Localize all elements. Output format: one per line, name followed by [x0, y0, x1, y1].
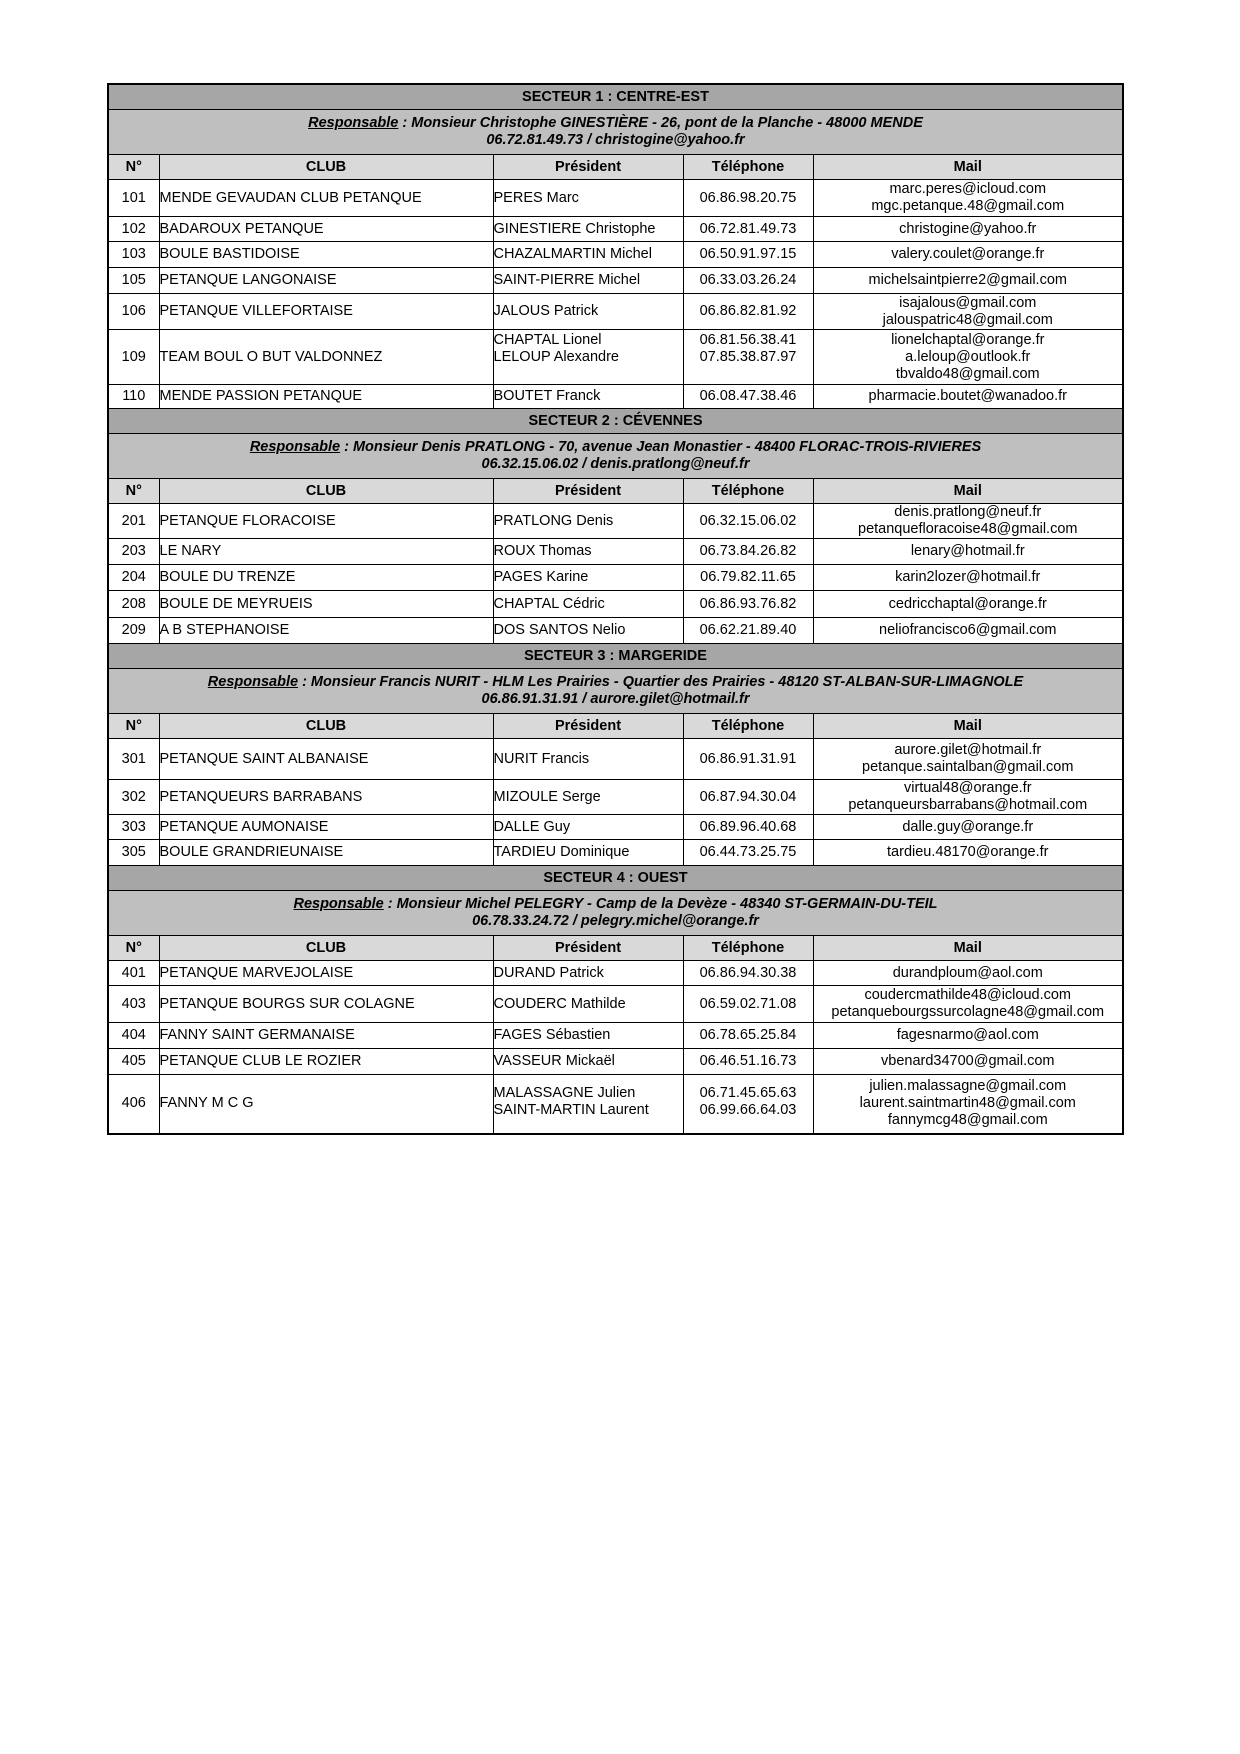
club-phone: 06.71.45.65.63: [699, 1085, 797, 1101]
sector-title-row: [108, 866, 1123, 891]
club-number: 401: [108, 961, 159, 986]
club-name: BOULE DE MEYRUEIS: [159, 591, 493, 618]
club-phone: 06.59.02.71.08: [699, 995, 797, 1012]
club-president: MIZOULE Serge: [493, 788, 601, 805]
club-name: A B STEPHANOISE: [159, 618, 493, 644]
club-president: GINESTIERE Christophe: [493, 220, 656, 237]
club-email-cell: [813, 1023, 1123, 1049]
club-name: BOULE DU TRENZE: [159, 565, 493, 591]
club-phone-cell: [683, 1023, 813, 1049]
club-phone: 06.46.51.16.73: [699, 1053, 797, 1069]
responsable-name-address: : Monsieur Christophe GINESTIÈRE - 26, pont de la Planche - 48000 MENDE: [398, 115, 923, 131]
club-name: PETANQUE BOURGS SUR COLAGNE: [159, 986, 493, 1023]
club-phone-cell: [683, 986, 813, 1023]
club-number: 101: [108, 180, 159, 217]
club-phone: 06.62.21.89.40: [699, 622, 797, 638]
club-number: 203: [108, 539, 159, 565]
club-email-cell: [813, 815, 1123, 840]
club-row: [108, 294, 1123, 330]
sector-title: SECTEUR 2 : CÉVENNES: [108, 409, 1123, 434]
responsable-contact: 06.86.91.31.91 / aurore.gilet@hotmail.fr: [481, 691, 750, 707]
club-president: PAGES Karine: [493, 569, 589, 585]
club-row: [108, 1023, 1123, 1049]
club-row: [108, 840, 1123, 866]
club-president: NURIT Francis: [493, 750, 590, 767]
club-number: 106: [108, 294, 159, 330]
club-email[interactable]: petanqueursbarrabans@hotmail.com: [848, 797, 1088, 813]
club-email[interactable]: dalle.guy@orange.fr: [902, 818, 1034, 835]
club-phone-cell: [683, 565, 813, 591]
club-president: CHAPTAL Lionel: [493, 332, 602, 348]
club-president-cell: [493, 986, 683, 1023]
club-email-cell: [813, 180, 1123, 217]
club-email[interactable]: durandploum@aol.com: [892, 964, 1043, 981]
column-header-president: Président: [493, 936, 683, 961]
club-number: 103: [108, 242, 159, 268]
club-president-cell: [493, 242, 683, 268]
column-header-row: [108, 155, 1123, 180]
club-president-cell: [493, 565, 683, 591]
club-email[interactable]: tbvaldo48@gmail.com: [895, 365, 1040, 382]
club-email[interactable]: a.leloup@outlook.fr: [905, 348, 1031, 365]
club-name: PETANQUE CLUB LE ROZIER: [159, 1049, 493, 1075]
club-phone: 06.44.73.25.75: [699, 844, 797, 860]
club-president-cell: [493, 539, 683, 565]
club-number: 201: [108, 504, 159, 539]
responsable-contact: 06.72.81.49.73 / christogine@yahoo.fr: [486, 132, 745, 148]
club-phone: 06.78.65.25.84: [699, 1027, 797, 1043]
sector-title-row: [108, 644, 1123, 669]
club-phone-cell: [683, 242, 813, 268]
responsable-label: Responsable: [308, 115, 399, 131]
club-name: PETANQUE FLORACOISE: [159, 504, 493, 539]
club-president-cell: [493, 1049, 683, 1075]
club-number: 109: [108, 330, 159, 385]
club-row: [108, 1049, 1123, 1075]
club-phone: 06.86.91.31.91: [699, 750, 797, 767]
club-president: PRATLONG Denis: [493, 512, 614, 529]
club-name: FANNY SAINT GERMANAISE: [159, 1023, 493, 1049]
club-phone-cell: [683, 618, 813, 644]
club-email-cell: [813, 739, 1123, 780]
club-phone: 06.33.03.26.24: [699, 272, 797, 288]
club-president-cell: [493, 294, 683, 330]
column-header-row: [108, 479, 1123, 504]
club-number: 204: [108, 565, 159, 591]
club-president-cell: [493, 330, 683, 385]
sector-responsable: [108, 110, 1123, 155]
club-row: [108, 385, 1123, 409]
club-number: 406: [108, 1075, 159, 1134]
club-name: BOULE GRANDRIEUNAISE: [159, 840, 493, 866]
club-row: [108, 242, 1123, 268]
clubs-directory-table: [107, 83, 1124, 1135]
club-president: DALLE Guy: [493, 818, 571, 835]
club-number: 110: [108, 385, 159, 409]
club-row: [108, 815, 1123, 840]
responsable-line: [109, 115, 1122, 132]
club-email[interactable]: marc.peres@icloud.com: [889, 181, 1047, 197]
club-name: BOULE BASTIDOISE: [159, 242, 493, 268]
responsable-contact: 06.32.15.06.02 / denis.pratlong@neuf.fr: [481, 456, 750, 472]
column-header-telephone: Téléphone: [683, 714, 813, 739]
club-name: PETANQUE MARVEJOLAISE: [159, 961, 493, 986]
club-phone: 07.85.38.87.97: [699, 349, 797, 365]
club-president: SAINT-PIERRE Michel: [493, 272, 641, 288]
club-president-cell: [493, 961, 683, 986]
club-email-cell: [813, 618, 1123, 644]
club-president: MALASSAGNE Julien: [493, 1085, 636, 1101]
club-email[interactable]: denis.pratlong@neuf.fr: [894, 504, 1042, 520]
club-number: 208: [108, 591, 159, 618]
column-header-telephone: Téléphone: [683, 155, 813, 180]
club-president-cell: [493, 780, 683, 815]
column-header-mail: Mail: [813, 479, 1123, 504]
club-row: [108, 539, 1123, 565]
club-number: 209: [108, 618, 159, 644]
club-president-cell: [493, 1075, 683, 1134]
club-email[interactable]: karin2lozer@hotmail.fr: [895, 569, 1041, 585]
club-president-cell: [493, 618, 683, 644]
club-phone-cell: [683, 330, 813, 385]
club-phone-cell: [683, 591, 813, 618]
club-name: TEAM BOUL O BUT VALDONNEZ: [159, 330, 493, 385]
club-row: [108, 618, 1123, 644]
club-name: PETANQUE SAINT ALBANAISE: [159, 739, 493, 780]
club-email[interactable]: virtual48@orange.fr: [903, 780, 1032, 796]
responsable-line: [109, 674, 1122, 691]
column-header-president: Président: [493, 714, 683, 739]
column-header-mail: Mail: [813, 155, 1123, 180]
club-email[interactable]: neliofrancisco6@gmail.com: [879, 622, 1057, 638]
column-header-club: CLUB: [159, 155, 493, 180]
sector-title-row: [108, 409, 1123, 434]
club-number: 403: [108, 986, 159, 1023]
club-email[interactable]: michelsaintpierre2@gmail.com: [868, 272, 1067, 288]
club-email-cell: [813, 294, 1123, 330]
club-row: [108, 217, 1123, 242]
responsable-label: Responsable: [249, 439, 341, 455]
club-email[interactable]: christogine@yahoo.fr: [899, 220, 1037, 237]
club-email[interactable]: mgc.petanque.48@gmail.com: [871, 198, 1065, 214]
club-president: CHAPTAL Cédric: [493, 595, 605, 612]
club-row: [108, 780, 1123, 815]
club-email[interactable]: julien.malassagne@gmail.com: [869, 1078, 1067, 1095]
club-email-cell: [813, 217, 1123, 242]
club-phone: 06.73.84.26.82: [699, 543, 797, 559]
sector-responsable-row: [108, 669, 1123, 714]
club-email[interactable]: valery.coulet@orange.fr: [891, 246, 1045, 262]
club-email[interactable]: jalouspatric48@gmail.com: [882, 311, 1053, 328]
club-phone-cell: [683, 1049, 813, 1075]
club-email-cell: [813, 268, 1123, 294]
club-name: MENDE PASSION PETANQUE: [159, 385, 493, 409]
responsable-name-address: : Monsieur Francis NURIT - HLM Les Prairies - Quartier des Prairies - 48120 ST-ALBAN-SUR-LIMAGNOLE: [298, 674, 1024, 690]
sector-responsable-row: [108, 891, 1123, 936]
club-president-cell: [493, 739, 683, 780]
club-president: JALOUS Patrick: [493, 303, 599, 319]
club-email-cell: [813, 840, 1123, 866]
club-president-cell: [493, 815, 683, 840]
club-phone-cell: [683, 539, 813, 565]
club-phone-cell: [683, 780, 813, 815]
column-header-no: N°: [108, 714, 159, 739]
club-email-cell: [813, 986, 1123, 1023]
column-header-club: CLUB: [159, 936, 493, 961]
club-president-cell: [493, 180, 683, 217]
column-header-mail: Mail: [813, 936, 1123, 961]
club-row: [108, 1075, 1123, 1134]
club-phone-cell: [683, 294, 813, 330]
club-email[interactable]: tardieu.48170@orange.fr: [887, 844, 1049, 860]
club-president: DURAND Patrick: [493, 964, 604, 981]
column-header-row: [108, 714, 1123, 739]
club-phone: 06.08.47.38.46: [699, 388, 797, 404]
club-email-cell: [813, 539, 1123, 565]
club-president-cell: [493, 504, 683, 539]
club-president-cell: [493, 268, 683, 294]
club-row: [108, 330, 1123, 385]
responsable-label: Responsable: [207, 674, 299, 690]
column-header-mail: Mail: [813, 714, 1123, 739]
responsable-line: [109, 439, 1122, 456]
sector-title: SECTEUR 4 : OUEST: [108, 866, 1123, 891]
club-row: [108, 961, 1123, 986]
column-header-row: [108, 936, 1123, 961]
club-phone-cell: [683, 840, 813, 866]
club-president: FAGES Sébastien: [493, 1027, 611, 1043]
club-phone: 06.86.98.20.75: [699, 189, 797, 206]
club-name: PETANQUE AUMONAISE: [159, 815, 493, 840]
club-president: VASSEUR Mickaël: [493, 1053, 615, 1069]
club-number: 102: [108, 217, 159, 242]
club-email-cell: [813, 591, 1123, 618]
responsable-line: [109, 896, 1122, 913]
club-email[interactable]: laurent.saintmartin48@gmail.com: [859, 1095, 1076, 1112]
club-president: TARDIEU Dominique: [493, 844, 630, 860]
club-president-cell: [493, 591, 683, 618]
club-email-cell: [813, 385, 1123, 409]
club-email-cell: [813, 780, 1123, 815]
column-header-president: Président: [493, 155, 683, 180]
club-row: [108, 504, 1123, 539]
sector-responsable: [108, 891, 1123, 936]
club-email[interactable]: lionelchaptal@orange.fr: [891, 331, 1045, 348]
column-header-club: CLUB: [159, 714, 493, 739]
club-row: [108, 268, 1123, 294]
club-phone-cell: [683, 268, 813, 294]
club-phone: 06.86.93.76.82: [699, 595, 797, 612]
club-phone: 06.79.82.11.65: [700, 569, 796, 585]
club-president: LELOUP Alexandre: [493, 349, 619, 365]
club-email[interactable]: pharmacie.boutet@wanadoo.fr: [868, 388, 1068, 404]
club-phone-cell: [683, 739, 813, 780]
club-president: SAINT-MARTIN Laurent: [493, 1102, 649, 1118]
column-header-telephone: Téléphone: [683, 479, 813, 504]
sector-responsable: [108, 434, 1123, 479]
club-phone: 06.50.91.97.15: [699, 246, 797, 262]
club-name: PETANQUE LANGONAISE: [159, 268, 493, 294]
club-phone-cell: [683, 217, 813, 242]
club-president: DOS SANTOS Nelio: [493, 622, 626, 638]
club-row: [108, 986, 1123, 1023]
club-email[interactable]: petanquebourgssurcolagne48@gmail.com: [831, 1004, 1105, 1020]
column-header-no: N°: [108, 936, 159, 961]
club-phone-cell: [683, 385, 813, 409]
club-president: PERES Marc: [493, 189, 579, 206]
club-phone: 06.87.94.30.04: [699, 788, 797, 805]
club-president-cell: [493, 1023, 683, 1049]
club-name: PETANQUEURS BARRABANS: [159, 780, 493, 815]
club-email[interactable]: petanque.saintalban@gmail.com: [862, 759, 1074, 775]
club-row: [108, 739, 1123, 780]
club-email[interactable]: fannymcg48@gmail.com: [887, 1112, 1048, 1129]
column-header-club: CLUB: [159, 479, 493, 504]
club-email-cell: [813, 1049, 1123, 1075]
column-header-telephone: Téléphone: [683, 936, 813, 961]
club-phone: 06.86.94.30.38: [699, 964, 797, 981]
club-president-cell: [493, 217, 683, 242]
club-number: 305: [108, 840, 159, 866]
club-email[interactable]: vbenard34700@gmail.com: [881, 1053, 1055, 1069]
club-email-cell: [813, 242, 1123, 268]
club-email[interactable]: fagesnarmo@aol.com: [896, 1027, 1039, 1043]
column-header-president: Président: [493, 479, 683, 504]
responsable-label: Responsable: [293, 896, 384, 912]
sector-responsable-row: [108, 434, 1123, 479]
responsable-contact: 06.78.33.24.72 / pelegry.michel@orange.fr: [472, 913, 759, 929]
club-email-cell: [813, 504, 1123, 539]
sector-title-row: [108, 84, 1123, 110]
club-email[interactable]: aurore.gilet@hotmail.fr: [894, 742, 1042, 758]
club-email-cell: [813, 961, 1123, 986]
club-phone: 06.99.66.64.03: [699, 1102, 797, 1118]
club-email[interactable]: lenary@hotmail.fr: [910, 543, 1025, 559]
club-phone-cell: [683, 504, 813, 539]
club-phone: 06.89.96.40.68: [699, 818, 797, 835]
club-email[interactable]: cedricchaptal@orange.fr: [888, 595, 1047, 612]
club-email[interactable]: petanquefloracoise48@gmail.com: [858, 521, 1078, 537]
club-president-cell: [493, 385, 683, 409]
club-name: LE NARY: [159, 539, 493, 565]
column-header-no: N°: [108, 155, 159, 180]
club-president: CHAZALMARTIN Michel: [493, 246, 652, 262]
column-header-no: N°: [108, 479, 159, 504]
club-email-cell: [813, 1075, 1123, 1134]
club-row: [108, 180, 1123, 217]
club-name: PETANQUE VILLEFORTAISE: [159, 294, 493, 330]
sector-responsable: [108, 669, 1123, 714]
club-number: 405: [108, 1049, 159, 1075]
club-phone: 06.81.56.38.41: [699, 332, 797, 348]
club-email[interactable]: coudercmathilde48@icloud.com: [864, 987, 1072, 1003]
club-row: [108, 591, 1123, 618]
club-email-cell: [813, 565, 1123, 591]
club-name: FANNY M C G: [159, 1075, 493, 1134]
club-number: 105: [108, 268, 159, 294]
club-name: MENDE GEVAUDAN CLUB PETANQUE: [159, 180, 493, 217]
club-phone-cell: [683, 961, 813, 986]
club-phone: 06.72.81.49.73: [699, 220, 797, 237]
club-president: COUDERC Mathilde: [493, 995, 626, 1012]
club-phone: 06.32.15.06.02: [699, 512, 797, 529]
club-president-cell: [493, 840, 683, 866]
club-number: 302: [108, 780, 159, 815]
club-row: [108, 565, 1123, 591]
club-president: BOUTET Franck: [493, 388, 601, 404]
club-phone-cell: [683, 1075, 813, 1134]
responsable-name-address: : Monsieur Denis PRATLONG - 70, avenue Jean Monastier - 48400 FLORAC-TROIS-RIVIERES: [340, 439, 982, 455]
sector-title: SECTEUR 3 : MARGERIDE: [108, 644, 1123, 669]
club-president: ROUX Thomas: [493, 543, 592, 559]
club-phone-cell: [683, 180, 813, 217]
sector-title: SECTEUR 1 : CENTRE-EST: [108, 84, 1123, 110]
club-number: 404: [108, 1023, 159, 1049]
responsable-name-address: : Monsieur Michel PELEGRY - Camp de la Devèze - 48340 ST-GERMAIN-DU-TEIL: [383, 896, 938, 912]
club-phone-cell: [683, 815, 813, 840]
club-phone: 06.86.82.81.92: [699, 303, 797, 319]
sector-responsable-row: [108, 110, 1123, 155]
club-name: BADAROUX PETANQUE: [159, 217, 493, 242]
club-number: 301: [108, 739, 159, 780]
club-email[interactable]: isajalous@gmail.com: [899, 294, 1037, 311]
club-email-cell: [813, 330, 1123, 385]
table-body: [108, 84, 1123, 1134]
club-number: 303: [108, 815, 159, 840]
